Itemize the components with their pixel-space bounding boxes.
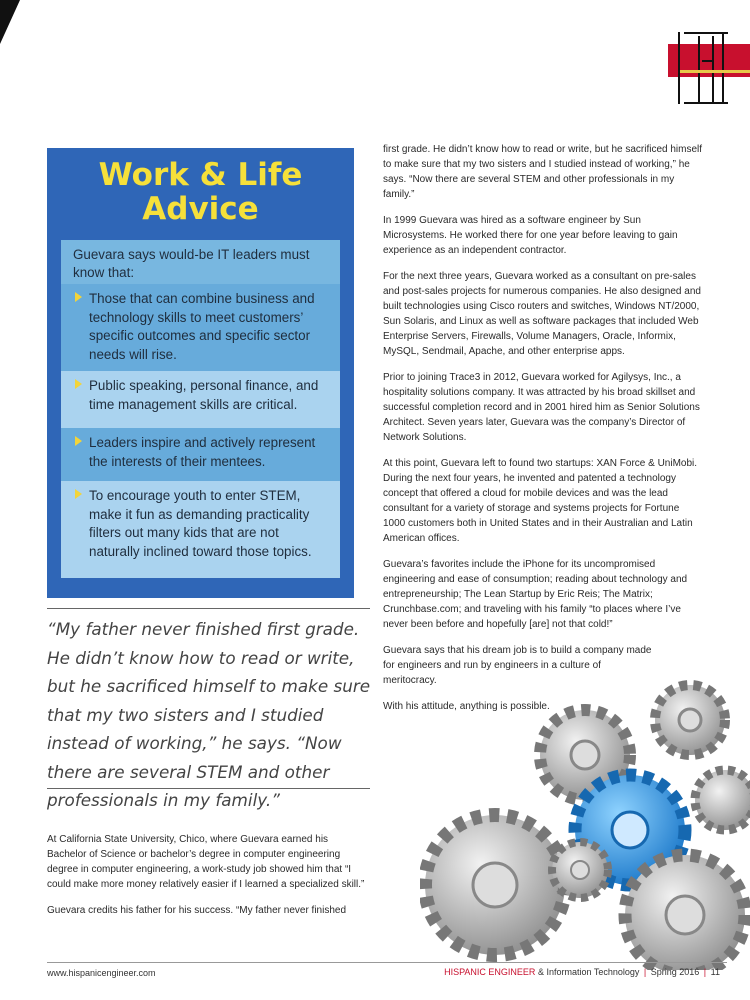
gears-illustration: [420, 680, 750, 970]
advice-item: [61, 284, 340, 371]
paragraph: Guevara credits his father for his success. “My father never finished: [47, 905, 347, 916]
gear-icon: [425, 815, 565, 955]
footer-separator: |: [703, 967, 707, 977]
footer-publication-name: & Information Technology: [537, 967, 640, 977]
advice-item-text: Leaders inspire and actively represent the interests of their mentees.: [89, 435, 316, 469]
paragraph: At California State University, Chico, where Guevara earned his Bachelor of Science or bachelor’s degree in computer engineering degree in computer engineering, a work-study job showed him that “I could make more money relatively easier if I learned a specialized skill.”: [47, 834, 365, 890]
paragraph: For the next three years, Guevara worked as a consultant on pre-sales and post-sales projects for numerous companies. He also designed and built technologies using Cisco routers and switches, Windows NT/2000, Sun Solaris, and Linux as well as software packages that included Web Enterprise Servers, Firewalls, Volume Managers, Oracle, Informix, MySQL, Sendmail, Apache, and other enterprise apps.: [383, 271, 701, 357]
footer-issue: Spring 2016: [650, 967, 700, 977]
paragraph: Prior to joining Trace3 in 2012, Guevara worked for Agilysys, Inc., a hospitality solutions company. It was attracted by his broad skillset and successful completion record and in 2001 hired him as Senior Solutions Architect. Seven years later, Guevara was the company’s Director of Network Solutions.: [383, 372, 700, 443]
advice-item-text: Those that can combine business and technology skills to meet customers’ specific outcomes and specific sector needs will rise.: [89, 291, 315, 362]
triangle-bullet-icon: [75, 489, 82, 499]
gear-icon: [695, 770, 750, 830]
gear-icon: [552, 842, 608, 898]
paragraph: Guevara says that his dream job is to build a company made for engineers and run by engineers in a culture of meritocracy.: [383, 645, 652, 686]
footer-rule: [47, 962, 727, 963]
sidebar-title-line-1: Work & Life: [98, 157, 303, 193]
advice-item-text: To encourage youth to enter STEM, make it fun as demanding practicality filters out many kids that are not naturally inclined toward those topics.: [89, 488, 312, 559]
footer-brand: HISPANIC ENGINEER: [444, 967, 536, 977]
corner-decoration: [0, 0, 20, 44]
page-number: 11: [710, 967, 720, 977]
triangle-bullet-icon: [75, 292, 82, 302]
paragraph: At this point, Guevara left to found two startups: XAN Force & UniMobi. During the next four years, he invented and patented a technology concept that offered a cloud for mobile devices and was the lead consultant for a variety of storage and systems projects for Fortune 1000 customers both in United States and in their Australian and Latin American offices.: [383, 458, 698, 544]
triangle-bullet-icon: [75, 436, 82, 446]
gear-icon: [655, 685, 725, 755]
sidebar-title-line-2: Advice: [142, 191, 259, 227]
work-life-advice-sidebar: [47, 148, 354, 598]
advice-item: [61, 371, 340, 428]
gear-icon: [625, 855, 745, 970]
paragraph: Guevara’s favorites include the iPhone for its uncompromised engineering and ease of consumption; reading about technology and entrepreneurship; The Lean Startup by Eric Reis; The Matrix; Crunchbase.com; and traveling with his family “to places where I’ve never been before and hopefully [are] not that cold!”: [383, 559, 688, 630]
right-body-column: [383, 142, 703, 725]
pull-quote: “My father never finished first grade. He didn’t know how to read or write, but he sacrificed himself to make sure that my two sisters and I studied instead of working,” he says. “Now there are several STEM and other professionals in my family.”: [47, 619, 371, 810]
left-body-column: [47, 832, 367, 929]
advice-item-text: Public speaking, personal finance, and time management skills are critical.: [89, 378, 319, 412]
footer-publication: [444, 967, 720, 977]
quote-bottom-rule: [47, 788, 370, 789]
triangle-bullet-icon: [75, 379, 82, 389]
advice-list: [61, 240, 340, 578]
paragraph: With his attitude, anything is possible.: [383, 701, 550, 712]
paragraph: first grade. He didn’t know how to read or write, but he sacrificed himself to make sure that my two sisters and I studied instead of working,” he says. “Now there are several STEM and other professionals in my family.”: [383, 144, 703, 200]
footer-url: www.hispanicengineer.com: [47, 968, 156, 978]
advice-item: [61, 428, 340, 481]
advice-item: [61, 481, 340, 578]
paragraph: In 1999 Guevara was hired as a software engineer by Sun Microsystems. He worked there for one year before leaving to gain experience as an independent contractor.: [383, 215, 678, 256]
sidebar-title: [47, 158, 354, 226]
footer-separator: |: [643, 967, 647, 977]
quote-top-rule: [47, 608, 370, 609]
advice-intro: Guevara says would-be IT leaders must know that:: [61, 240, 340, 284]
